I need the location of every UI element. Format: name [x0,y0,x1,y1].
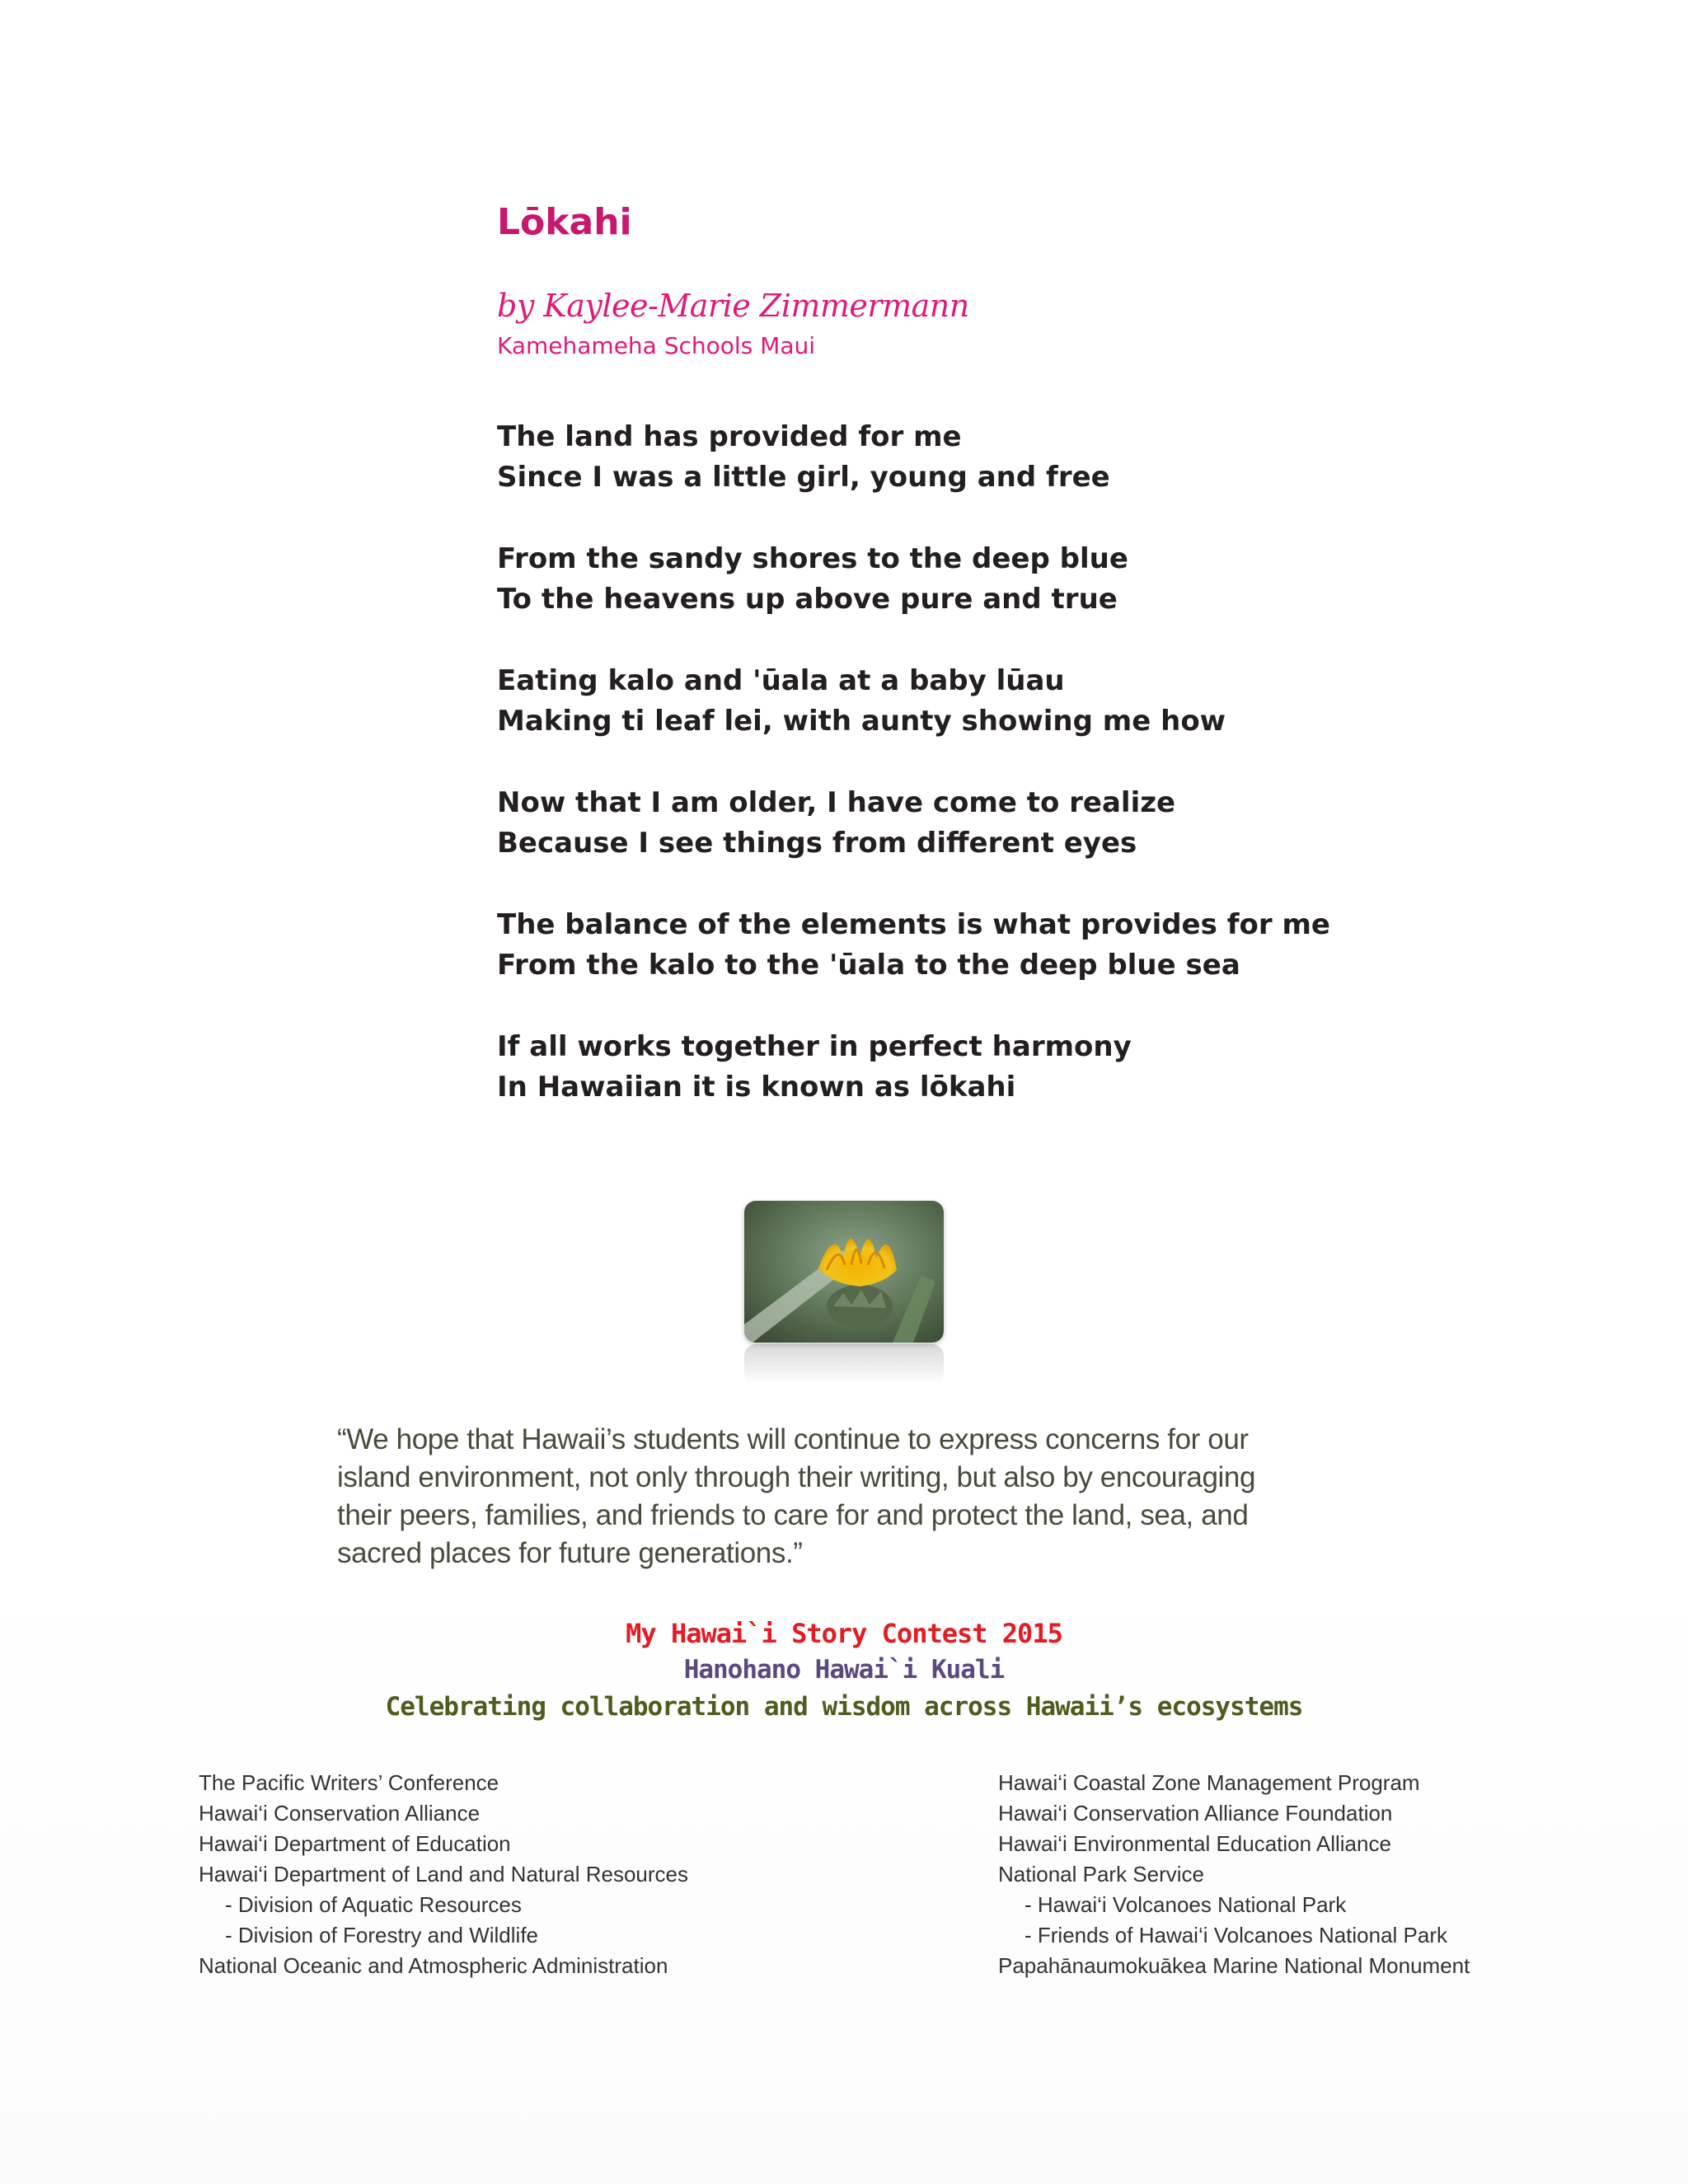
poem-line: Because I see things from different eyes [497,827,1137,860]
sponsor-item: - Friends of Hawai‘i Volcanoes National Park [1025,1923,1448,1947]
sponsor-item: Hawai‘i Conservation Alliance [199,1801,481,1825]
poem-line: In Hawaiian it is known as lōkahi [497,1071,1016,1104]
sponsor-list-left [199,1768,688,1981]
contest-subtitle: Hanohano Hawai`i Kuali [683,1655,1005,1685]
poem-block [497,198,1404,1149]
poem-stanza [497,1027,1404,1108]
poem-stanzas [497,417,1404,1108]
contest-title: My Hawai`i Story Contest 2015 [626,1618,1062,1649]
sponsor-item: The Pacific Writers’ Conference [199,1770,499,1795]
poem-line: If all works together in perfect harmony [497,1030,1132,1063]
sponsor-item: Hawai‘i Department of Education [199,1831,511,1856]
flower-photo-icon [744,1201,944,1343]
sponsor-item: Hawai‘i Conservation Alliance Foundation [998,1801,1393,1825]
sponsor-item: National Park Service [998,1862,1204,1886]
sponsor-item: Hawai‘i Coastal Zone Management Program [998,1770,1420,1795]
sponsor-item: - Division of Forestry and Wildlife [225,1923,538,1947]
sponsor-item: Hawai‘i Environmental Education Alliance [998,1831,1391,1856]
poem-line: From the sandy shores to the deep blue [497,542,1128,575]
poem-line: From the kalo to the 'ūala to the deep blue sea [497,949,1240,982]
poem-line: Now that I am older, I have come to realize [497,786,1176,819]
sponsor-item: Hawai‘i Department of Land and Natural Resources [199,1862,688,1886]
sponsor-item: Papahānaumokuākea Marine National Monument [998,1953,1470,1978]
poem-line: The balance of the elements is what provides for me [497,908,1330,941]
poem-line: To the heavens up above pure and true [497,583,1118,616]
contest-quote: “We hope that Hawaii’s students will continue to express concerns for our island environment, not only through their writing, but also by encouraging their peers, families, and friends to care for and protect the land, sea, and sacred places for future generations.” [337,1423,1256,1569]
poem-byline: by Kaylee-Marie Zimmermann [497,288,969,324]
poem-stanza [497,783,1404,864]
poem-title: Lōkahi [497,201,632,243]
sponsor-item: - Division of Aquatic Resources [225,1892,522,1917]
poem-stanza [497,417,1404,498]
photo-reflection [744,1344,944,1384]
poem-stanza [497,661,1404,742]
flower-photo-frame [744,1201,944,1384]
sponsor-list-right [998,1768,1470,1981]
sponsor-item: National Oceanic and Atmospheric Administration [199,1953,668,1978]
sponsor-item: - Hawai‘i Volcanoes National Park [1025,1892,1347,1917]
poem-school: Kamehameha Schools Maui [497,332,816,359]
poem-stanza [497,539,1404,620]
poem-line: The land has provided for me [497,420,962,453]
contest-tagline: Celebrating collaboration and wisdom across Hawaii’s ecosystems [385,1692,1303,1722]
poem-stanza [497,905,1404,986]
poem-line: Making ti leaf lei, with aunty showing me how [497,705,1226,738]
poem-line: Since I was a little girl, young and free [497,461,1110,494]
poem-line: Eating kalo and 'ūala at a baby lūau [497,664,1065,697]
